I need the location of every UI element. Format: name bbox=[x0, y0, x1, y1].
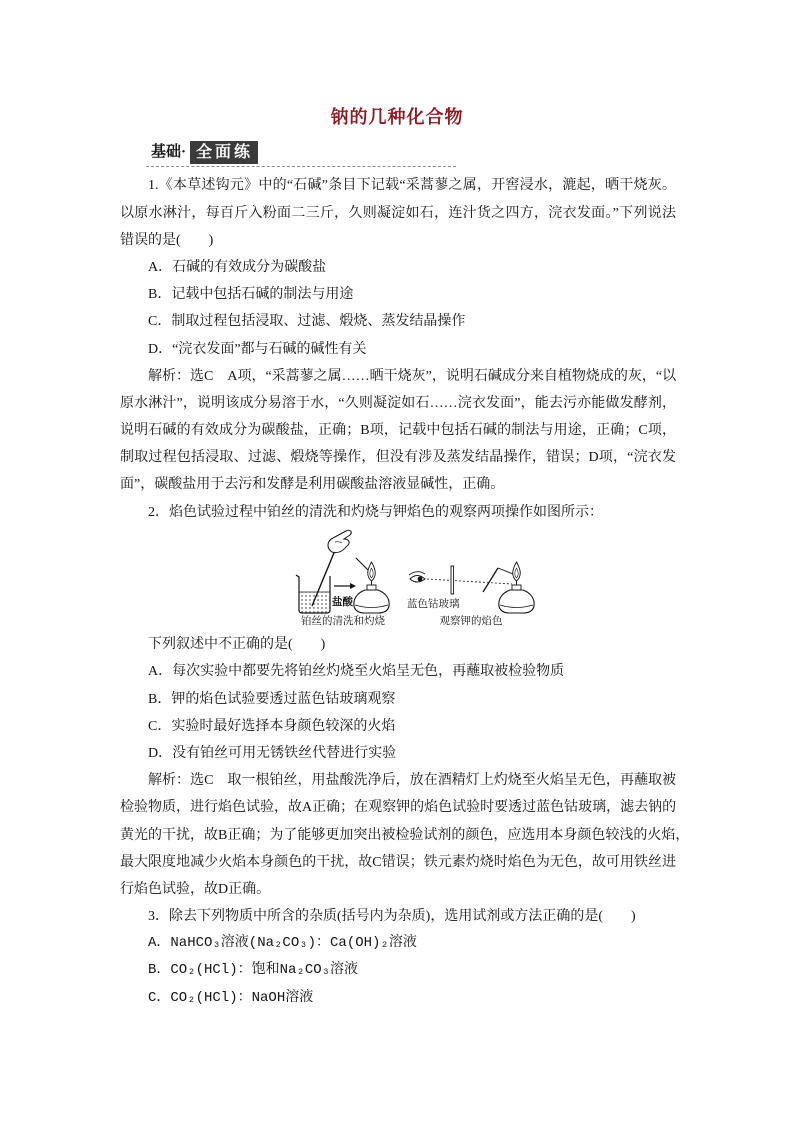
analysis-line: 行焰色试验，故D正确。 bbox=[120, 881, 271, 897]
flame-icon bbox=[368, 562, 376, 581]
question-2 bbox=[120, 499, 690, 903]
option-b: B．记载中包括石碱的制法与用途 bbox=[148, 287, 354, 303]
cobalt-glass-label: 蓝色钴玻璃 bbox=[407, 598, 460, 610]
page-title: 钠的几种化合物 bbox=[330, 107, 464, 127]
analysis-line: 解析：选C A项，“采蒿蓼之属……晒干烧灰”，说明石碱成分来自植物烧成的灰，“以 bbox=[148, 368, 677, 384]
question-stem-line: 以原水淋汁，每百斤入粉面二三斤，久则凝淀如石，连汁货之四方，浣衣发面。”下列说法 bbox=[120, 205, 676, 221]
acid-liquid bbox=[300, 592, 330, 613]
analysis-line: 面”，碳酸盐用于去污和发酵是利用碳酸盐溶液显碱性，正确。 bbox=[120, 477, 505, 493]
cobalt-glass-icon bbox=[451, 566, 454, 594]
question-stem-line: 3．除去下列物质中所含的杂质(括号内为杂质)，选用试剂或方法正确的是( ) bbox=[148, 909, 636, 925]
question-1 bbox=[120, 172, 676, 498]
lamp-body bbox=[499, 590, 534, 613]
hand-icon bbox=[328, 530, 351, 552]
option-c: C．CO₂(HCl)：NaOH溶液 bbox=[148, 989, 314, 1006]
lamp-neck bbox=[512, 585, 521, 590]
alcohol-lamp-icon-right bbox=[499, 562, 534, 613]
option-b: B．钾的焰色试验要透过蓝色钴玻璃观察 bbox=[148, 691, 396, 707]
analysis-line: 解析：选C 取一根铂丝，用盐酸洗净后，放在酒精灯上灼烧至火焰呈无色，再蘸取被 bbox=[148, 773, 676, 789]
analysis-line: 黄光的干扰，故B正确；为了能够更加突出被检验试剂的颜色，应选用本身颜色较浅的火焰， bbox=[120, 827, 690, 843]
question-stem-line: 2．焰色试验过程中铂丝的清洗和灼烧与钾焰色的观察两项操作如图所示： bbox=[148, 504, 603, 520]
section-divider bbox=[146, 166, 456, 167]
worksheet-body bbox=[120, 172, 690, 1011]
option-a: A．石碱的有效成分为碳酸盐 bbox=[148, 259, 327, 275]
flame-test-diagram bbox=[120, 526, 676, 632]
analysis-line: 检验物质，进行焰色试验，故A正确；在观察钾的焰色试验时要透过蓝色钴玻璃，滤去钠的 bbox=[120, 800, 677, 816]
analysis-line: 最大限度地减少火焰本身颜色的干扰，故C错误；铁元素灼烧时焰色为无色，故可用铁丝进 bbox=[120, 854, 676, 870]
section-header bbox=[151, 141, 258, 164]
eye-outline bbox=[410, 575, 425, 582]
analysis-line: 说明石碱的有效成分为碳酸盐，正确；B项，记载中包括石碱的制法与用途，正确；C项， bbox=[120, 423, 676, 439]
sight-line bbox=[427, 579, 512, 584]
platinum-wire-right bbox=[498, 568, 513, 574]
eye-icon bbox=[409, 572, 425, 582]
wire-holder bbox=[483, 568, 498, 592]
section-badge: 全面练 bbox=[190, 141, 258, 164]
arrow-head bbox=[350, 583, 356, 589]
eye-lid bbox=[409, 572, 425, 575]
hydrochloric-acid-label: 盐酸 bbox=[332, 596, 353, 608]
flame-test-figure bbox=[120, 526, 676, 631]
alcohol-lamp-icon bbox=[354, 558, 389, 613]
option-a: A．每次实验中都要先将铂丝灼烧至火焰呈无色，再蘸取被检验物质 bbox=[148, 664, 565, 680]
option-d: D．没有铂丝可用无锈铁丝代替进行实验 bbox=[148, 745, 397, 761]
question-prompt: 下列叙述中不正确的是( ) bbox=[148, 637, 326, 653]
question-stem-line: 错误的是( ) bbox=[120, 232, 214, 248]
lamp-neck bbox=[367, 585, 376, 590]
left-caption: 铂丝的清洗和灼烧 bbox=[301, 615, 385, 627]
wire-in-flame bbox=[356, 558, 369, 571]
section-label: 基础· bbox=[151, 144, 187, 160]
arrow-icon bbox=[334, 583, 356, 589]
right-caption: 观察钾的焰色 bbox=[439, 615, 503, 627]
question-3 bbox=[120, 903, 676, 1012]
eye-pupil bbox=[418, 576, 423, 581]
analysis-line: 原水淋汁”，说明该成分易溶于水，“久则凝淀如石……浣衣发面”，能去污亦能做发酵剂， bbox=[120, 395, 676, 411]
analysis-line: 制取过程包括浸取、过滤、煅烧等操作，但没有涉及蒸发结晶操作，错误；D项，“浣衣发 bbox=[120, 450, 676, 466]
option-c: C．实验时最好选择本身颜色较深的火焰 bbox=[148, 718, 396, 734]
beaker-icon bbox=[296, 575, 330, 613]
option-a: A．NaHCO₃溶液(Na₂CO₃)：Ca(OH)₂溶液 bbox=[148, 935, 417, 952]
option-b: B．CO₂(HCl)：饱和Na₂CO₃溶液 bbox=[148, 962, 359, 979]
option-d: D．“浣衣发面”都与石碱的碱性有关 bbox=[148, 341, 367, 357]
question-stem-line: 1.《本草述钩元》中的“石碱”条目下记载“采蒿蓼之属，开窖浸水，漉起，晒干烧灰。 bbox=[148, 178, 676, 194]
option-c: C．制取过程包括浸取、过滤、煅烧、蒸发结晶操作 bbox=[148, 314, 466, 330]
lamp-body bbox=[354, 590, 389, 613]
flame-icon bbox=[513, 562, 521, 581]
